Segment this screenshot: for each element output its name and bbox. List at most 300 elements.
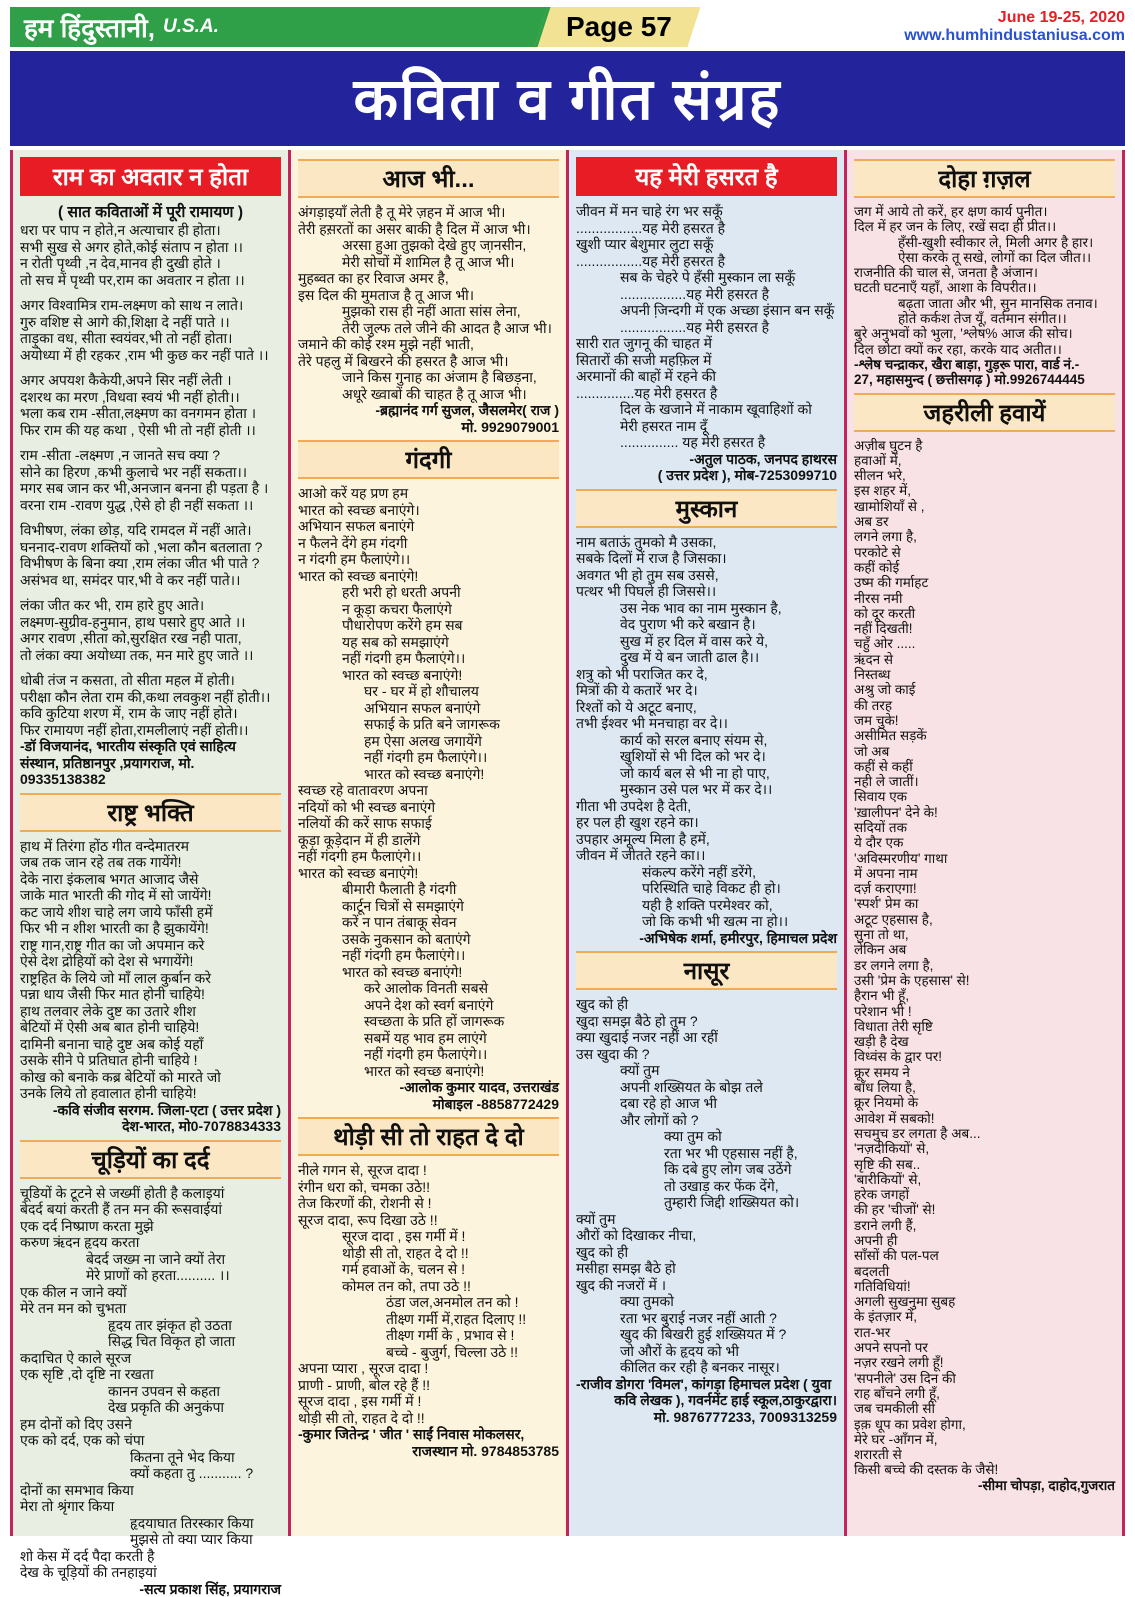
- poem-line: सिवाय एक: [854, 789, 1115, 804]
- poem-line: न फैलने देंगे हम गंदगी: [298, 535, 559, 552]
- masthead-title: हम हिंदुस्तानी,: [24, 9, 155, 45]
- poem-line: 'अविस्मरणीय' गाथा: [854, 851, 1115, 866]
- poem-line: एक सृष्टि ,दो दृष्टि ना रखता: [20, 1366, 281, 1383]
- poem-line: घननाद-रावण शक्तियों को ,भला कौन बतलाता ?: [20, 539, 281, 556]
- poem-line: ............... यह मेरी हसरत है: [576, 434, 837, 451]
- poem-line: सिद्ध चित विकृत हो जाता: [20, 1333, 281, 1350]
- author-line: -डॉ विजयानंद, भारतीय संस्कृति एवं साहित्य: [20, 738, 281, 755]
- poem-line: विभीषण के बिना क्या ,राम लंका जीत भी पाते ?: [20, 555, 281, 572]
- poem-line: दर्ज़ कराएगा!: [854, 881, 1115, 896]
- poem-line: ...............यह मेरी हसरत है: [576, 385, 837, 402]
- poem-line: मेरे प्राणों को हरता.......... ।।: [20, 1267, 281, 1284]
- poem-line: पन्ना धाय जैसी फिर मात होनी चाहिये!: [20, 986, 281, 1003]
- poem-line: विभीषण, लंका छोड़, यदि रामदल में नहीं आते।: [20, 522, 281, 539]
- poem-line: जाने किस गुनाह का अंजाम है बिछड़ना,: [298, 369, 559, 386]
- poem-line: अधूरे ख्वाबों की चाहत है तू आज भी।: [298, 386, 559, 403]
- poem-line: नहीं गंदगी हम फैलाएंगे।।: [298, 650, 559, 667]
- poem-line: विधाता तेरी सृष्टि: [854, 1019, 1115, 1034]
- poem-line: 'बारीकियों' से,: [854, 1172, 1115, 1187]
- poem-line: अगर अपयश कैकेयी,अपने सिर नहीं लेती ।: [20, 372, 281, 389]
- poem-line: घटती घटनाएँ यहाँ, आशा के विपरीत।।: [854, 280, 1115, 295]
- poem-line: .................यह मेरी हसरत है: [576, 253, 837, 270]
- poem-line: नज़र रखने लगी हूँ!: [854, 1355, 1115, 1370]
- poem-line: भारत को स्वच्छ बनाएंगे!: [298, 766, 559, 783]
- poem-line: अपनी ही: [854, 1233, 1115, 1248]
- poem-line: राजनीति की चाल से, जनता है अंजान।: [854, 265, 1115, 280]
- poem-line: तीक्ष्ण गर्मी में,राहत दिलाए !!: [298, 1311, 559, 1328]
- poem-line: अगर विश्वामित्र राम-लक्ष्मण को साथ न लाते।: [20, 297, 281, 314]
- poem-line: उसी 'प्रेम के एहसास' से!: [854, 973, 1115, 988]
- poem-line: यही है शक्ति परमेश्वर को,: [576, 897, 837, 914]
- poem-section: [20, 157, 281, 788]
- poem-line: क्या खुदाई नजर नहीं आ रहीं: [576, 1029, 837, 1046]
- poem-line: स्वच्छता के प्रति हों जागरूक: [298, 1013, 559, 1030]
- poem-line: औरों को दिखाकर नीचा,: [576, 1227, 837, 1244]
- poem-line: खुदा समझ बैठे हो तुम ?: [576, 1013, 837, 1030]
- poem-line: बच्चे - बुजुर्ग, चिल्ला उठे !!: [298, 1344, 559, 1361]
- poem-line: नहीं गंदगी हम फैलाएंगे।।: [298, 749, 559, 766]
- column-4: [844, 150, 1122, 1536]
- poem-line: रंगीन धरा को, चमका उठे!!: [298, 1179, 559, 1196]
- poem-line: हृदयाघात तिरस्कार किया: [20, 1515, 281, 1532]
- poem-line: 'नज़दीकियों' से,: [854, 1141, 1115, 1156]
- poem-line: हरी भरी हो धरती अपनी: [298, 584, 559, 601]
- poem-line: दिल छोटा क्यों कर रहा, करके याद अतीत।।: [854, 342, 1115, 357]
- poem-line: की हर 'चीजों' से!: [854, 1202, 1115, 1217]
- poem-line: दशरथ का मरण ,विधवा स्वयं भी नहीं होती।।: [20, 389, 281, 406]
- poem-line: होते कर्कश तेज यूँ, वर्तमान संगीत।।: [854, 311, 1115, 326]
- poem-line: दबा रहे हो आज भी: [576, 1095, 837, 1112]
- poem-line: भारत को स्वच्छ बनाएंगे!: [298, 667, 559, 684]
- poem-line: मुस्कान उसे पल भर में कर दे।।: [576, 781, 837, 798]
- author-line: ( उत्तर प्रदेश ), मोब-7253099710: [576, 467, 837, 484]
- poem-line: अपना प्यारा , सूरज दादा !: [298, 1360, 559, 1377]
- poem-line: क्यों तुम: [576, 1211, 837, 1228]
- poem-line: कहीं कोई: [854, 560, 1115, 575]
- poem-line: की तरह: [854, 698, 1115, 713]
- poem-line: किसी बच्चे की दस्तक के जैसे!: [854, 1462, 1115, 1477]
- poem-line: फिर रामायण नहीं होता,रामलीलाएं नहीं होती।।: [20, 722, 281, 739]
- poem-line: सफाई के प्रति बने जागरूक: [298, 716, 559, 733]
- poem-line: ऋंदन से: [854, 652, 1115, 667]
- poem-line: निस्तब्ध: [854, 667, 1115, 682]
- poem-line: धरा पर पाप न होते,न अत्याचार ही होता।: [20, 222, 281, 239]
- poem-line: जो औरों के हृदय को भी: [576, 1343, 837, 1360]
- poem-line: मित्रों की ये कतारें भर दे।: [576, 682, 837, 699]
- poem-title: चूड़ियों का दर्द: [20, 1140, 281, 1179]
- poem-line: क्यों तुम: [576, 1062, 837, 1079]
- poem-line: भारत को स्वच्छ बनाएंगे!: [298, 568, 559, 585]
- poem-line: विध्वंस के द्वार पर!: [854, 1049, 1115, 1064]
- poem-line: इक़ धूप का प्रवेश होगा,: [854, 1417, 1115, 1432]
- poem-line: हवाओं में,: [854, 453, 1115, 468]
- poem-title: राष्ट्र भक्ति: [20, 793, 281, 832]
- poem-line: संकल्प करेंगे नहीं डरेंगे,: [576, 864, 837, 881]
- poem-line: दामिनी बनाना चाहे दुष्ट अब कोई यहाँ: [20, 1036, 281, 1053]
- poem-line: तेरी हस़रतों का असर बाकी है दिल में आज भी।: [298, 221, 559, 238]
- poem-line: सुना तो था,: [854, 927, 1115, 942]
- poem-line: भारत को स्वच्छ बनाएंगे!: [298, 865, 559, 882]
- poem-line: चहुँ ओर .....: [854, 636, 1115, 651]
- poem-line: लक्ष्मण-सुग्रीव-हनुमान, हाथ पसारे हुए आते ।।: [20, 614, 281, 631]
- poem-line: जग में आये तो करें, हर क्षण कार्य पुनीत।: [854, 204, 1115, 219]
- poem-line: ताड़ुका वध, सीता स्वयंवर,भी तो नहीं होता।: [20, 330, 281, 347]
- poem-line: ऐसा करके तू सखे, लोगों का दिल जीत।।: [854, 250, 1115, 265]
- poem-line: न रोती पृथ्वी ,न देव,मानव ही दुखी होते ।: [20, 255, 281, 272]
- poem-line: मेरे तन मन को चुभता: [20, 1300, 281, 1317]
- poem-line: कार्टून चित्रों से समझाएंगे: [298, 898, 559, 915]
- poem-line: सभी सुख से अगर होते,कोई संताप न होता ।।: [20, 239, 281, 256]
- poem-line: डराने लगी हैं,: [854, 1218, 1115, 1233]
- stanza-gap: [20, 663, 281, 672]
- poem-line: इस दिल की मुमताज है तू आज भी।: [298, 287, 559, 304]
- poem-line: मेरा तो श्रृंगार किया: [20, 1498, 281, 1515]
- poem-line: तभी ईश्वर भी मनचाहा वर दे।।: [576, 715, 837, 732]
- poem-line: नदियों को भी स्वच्छ बनाएंगे: [298, 799, 559, 816]
- poem-line: हाथ में तिरंगा होंठ गीत वन्देमातरम: [20, 838, 281, 855]
- poem-line: क्रूर नियमो के: [854, 1095, 1115, 1110]
- poem-line: के इंतज़ार में,: [854, 1309, 1115, 1324]
- poem-line: नलियों की करें साफ सफाई: [298, 815, 559, 832]
- poem-line: अगली सुखनुमा सुबह: [854, 1294, 1115, 1309]
- poem-line: जाके मात भारती की गोद में सो जायेंगे!: [20, 887, 281, 904]
- banner-title: कविता व गीत संग्रह: [354, 67, 782, 132]
- poem-line: ( सात कविताओं में पूरी रामायण ): [20, 203, 281, 222]
- poem-line: तो लंका क्या अयोध्या तक, मन मारे हुए जाते ।।: [20, 647, 281, 664]
- poem-line: मेरी हसरत नाम दूँ: [576, 418, 837, 435]
- poem-line: दुख में ये बन जाती ढाल है।।: [576, 649, 837, 666]
- author-line: -अभिषेक शर्मा, हमीरपुर, हिमाचल प्रदेश: [576, 930, 837, 947]
- poem-line: न गंदगी हम फैलाएंगे।।: [298, 551, 559, 568]
- poem-line: को दूर करती: [854, 606, 1115, 621]
- poem-title: नासूर: [576, 951, 837, 990]
- poem-line: परकोटे से: [854, 545, 1115, 560]
- poem-line: हम दोनों को दिए उसने: [20, 1416, 281, 1433]
- author-line: -अतुल पाठक, जनपद हाथरस: [576, 451, 837, 468]
- poem-line: मेरी सोचों में शामिल है तू आज भी।: [298, 254, 559, 271]
- poem-line: मेरे घर -आँगन में,: [854, 1432, 1115, 1447]
- poem-line: अज़ीब घुटन है: [854, 438, 1115, 453]
- poem-line: उष्म की गर्माहट: [854, 575, 1115, 590]
- poem-line: दोनों का समभाव किया: [20, 1482, 281, 1499]
- poem-line: अरमानों की बाहों में रहने की: [576, 368, 837, 385]
- poem-line: ठंडा जल,अनमोल तन को !: [298, 1294, 559, 1311]
- poem-section: [20, 1140, 281, 1597]
- poem-line: अभियान सफल बनाएंगे: [298, 700, 559, 717]
- poem-line: कार्य को सरल बनाए संयम से,: [576, 732, 837, 749]
- poem-title: यह मेरी हसरत है: [576, 157, 837, 196]
- poem-line: तो सच में पृथ्वी पर,राम का अवतार न होता ।।: [20, 272, 281, 289]
- poem-line: थोड़ी सी तो, राहत दे दो !!: [298, 1410, 559, 1427]
- poem-line: जो कार्य बल से भी ना हो पाए,: [576, 765, 837, 782]
- poem-line: उस नेक भाव का नाम मुस्कान है,: [576, 600, 837, 617]
- poem-line: परीक्षा कौन लेता राम की,कथा लवकुश नहीं होती।।: [20, 689, 281, 706]
- poem-line: इस शहर में,: [854, 483, 1115, 498]
- poem-line: करुण ऋंदन हृदय करता: [20, 1234, 281, 1251]
- poem-line: खामोशियाँ से ,: [854, 499, 1115, 514]
- poem-line: दिल के खजाने में नाकाम खूवाहिशों को: [576, 401, 837, 418]
- poem-section: [20, 793, 281, 1135]
- poem-line: कोमल तन को, तपा उठे !!: [298, 1278, 559, 1295]
- poem-line: अब डर: [854, 514, 1115, 529]
- poem-line: और लोगों को ?: [576, 1112, 837, 1129]
- poem-line: अपनी जि़न्दगी में एक अच्छा इंसान बन सकूँ: [576, 302, 837, 319]
- website-link[interactable]: www.humhindustaniusa.com: [904, 27, 1125, 45]
- poem-line: रता भर भी एहसास नहीं है,: [576, 1145, 837, 1162]
- poem-line: हैरान भी हूँ,: [854, 988, 1115, 1003]
- poem-line: देख के चूड़ियों की तनहाइयां: [20, 1564, 281, 1581]
- poem-section: [576, 489, 837, 947]
- poem-line: गुरु वशिष्ट से आगे की,शिक्षा दे नहीं पाते ।।: [20, 314, 281, 331]
- poem-section: [298, 440, 559, 1112]
- poem-line: हम ऐसा अलख जगायेंगे: [298, 733, 559, 750]
- poem-line: परेशान भी !: [854, 1004, 1115, 1019]
- poem-line: परिस्थिति चाहे विकट ही हो।: [576, 880, 837, 897]
- poem-line: कहीं से कहीं: [854, 759, 1115, 774]
- poem-line: खड़ी है देख: [854, 1034, 1115, 1049]
- poem-line: तेज किरणों की, रोशनी से !: [298, 1195, 559, 1212]
- poem-line: सब के चेहरे पे हँसी मुस्कान ला सकूँ: [576, 269, 837, 286]
- poem-section: [576, 951, 837, 1425]
- poem-line: उसके सीने पे प्रतिघात होनी चाहिये !: [20, 1052, 281, 1069]
- issue-date: June 19-25, 2020: [998, 9, 1125, 27]
- poem-line: नहीं गंदगी हम फैलाएंगे।।: [298, 848, 559, 865]
- poem-line: खुद को ही: [576, 1244, 837, 1261]
- poem-line: खुद को ही: [576, 996, 837, 1013]
- poem-line: राष्ट्रहित के लिये जो माँ लाल कुर्बान करे: [20, 970, 281, 987]
- poem-line: जमाने की कोई रश्म मुझे नहीं भाती,: [298, 336, 559, 353]
- poem-line: उसके नुकसान को बताएंगे: [298, 931, 559, 948]
- columns: [10, 150, 1125, 1536]
- poem-title: थोड़ी सी तो राहत दे दो: [298, 1117, 559, 1156]
- poem-line: बेदर्द बयां करती हैं तन मन की रूसवाईयां: [20, 1201, 281, 1218]
- poem-line: कोख को बनाके कब्र बेटियों को मारते जो: [20, 1069, 281, 1086]
- poem-title: गंदगी: [298, 440, 559, 479]
- poem-line: अंगड़ाइयाँ लेती है तू मेरे ज़हन में आज भी।: [298, 204, 559, 221]
- poem-line: मुहब्वत का हर रिवाज अमर है,: [298, 270, 559, 287]
- poem-line: सूरज दादा , इस गर्मी में !: [298, 1228, 559, 1245]
- poem-line: फिर भी न शीश भारती का है झुकायेंगे!: [20, 920, 281, 937]
- author-line: -आलोक कुमार यादव, उत्तराखंड: [298, 1079, 559, 1096]
- poem-line: उनके लिये तो हवालात होनी चाहिये!: [20, 1085, 281, 1102]
- poem-line: उपहार अमूल्य मिला है हमें,: [576, 831, 837, 848]
- poem-line: देके नारा इंकलाब भगत आजाद जैसे: [20, 871, 281, 888]
- author-line: मो. 9876777233, 7009313259: [576, 1409, 837, 1426]
- poem-line: एक कील न जाने क्यों: [20, 1284, 281, 1301]
- masthead-usa: U.S.A.: [163, 16, 219, 38]
- poem-line: तेरी जुल्फ तले जीने की आदत है आज भी।: [298, 320, 559, 337]
- poem-line: साँसों की पल-पल: [854, 1248, 1115, 1263]
- poem-line: में अपना नाम: [854, 866, 1115, 881]
- poem-line: नीरस नमी: [854, 591, 1115, 606]
- poem-line: क्या तुम को: [576, 1128, 837, 1145]
- author-line: राजस्थान मो. 9784853785: [298, 1443, 559, 1460]
- author-line: मो. 9929079001: [298, 419, 559, 436]
- poem-line: सारी रात जुगनू की चाहत में: [576, 335, 837, 352]
- poem-line: 'स्पर्श' प्रेम का: [854, 896, 1115, 911]
- poem-line: जब चमकीली सी: [854, 1401, 1115, 1416]
- poem-line: अगर रावण ,सीता को,सुरक्षित रख नही पाता,: [20, 630, 281, 647]
- poem-line: बुरे अनुभवों को भुला, 'श्लेष% आज की सोच।: [854, 326, 1115, 341]
- poem-line: जो कि कभी भी खत्म ना हो।।: [576, 913, 837, 930]
- poem-line: हृदय तार झंकृत हो उठता: [20, 1317, 281, 1334]
- poem-line: गर्म हवाओं के, चलन से !: [298, 1261, 559, 1278]
- poem-line: शत्रु को भी पराजित कर दे,: [576, 666, 837, 683]
- poem-line: खुशी प्यार बेशुमार लुटा सकूँ: [576, 236, 837, 253]
- poem-line: बेदर्द जख्म ना जाने क्यों तेरा: [20, 1251, 281, 1268]
- poem-line: कीलित कर रही है बनकर नासूर।: [576, 1359, 837, 1376]
- poem-line: राष्ट्र गान,राष्ट्र गीत का जो अपमान करे: [20, 937, 281, 954]
- poem-line: फिर राम की यह कथा , ऐसी भी तो नहीं होती ।।: [20, 422, 281, 439]
- poem-line: तो उखाड़ कर फेंक देंगे,: [576, 1178, 837, 1195]
- poem-line: लगने लगा है,: [854, 529, 1115, 544]
- poem-line: आवेश में सबको!: [854, 1111, 1115, 1126]
- poem-section: [854, 159, 1115, 388]
- poem-line: भारत को स्वच्छ बनाएंगे।: [298, 502, 559, 519]
- stanza-gap: [20, 288, 281, 297]
- poem-line: यह सब को समझाएंगे: [298, 634, 559, 651]
- poem-line: दिल में हर जन के लिए, रखें सदा ही प्रीत।।: [854, 219, 1115, 234]
- poem-line: अपनी शख्सियत के बोझ तले: [576, 1079, 837, 1096]
- masthead: [10, 7, 549, 47]
- poem-line: खुद की नजरों में ।: [576, 1277, 837, 1294]
- poem-line: अरसा हुआ तुझको देखे हुए जा़नसीन,: [298, 237, 559, 254]
- poem-line: क्या तुमको: [576, 1293, 837, 1310]
- poem-line: कानन उपवन से कहता: [20, 1383, 281, 1400]
- poem-line: ऐसे देश द्रोहियों को देश से भगायेंगे!: [20, 953, 281, 970]
- poem-line: बढ़ता जाता और भी, सुन मानसिक तनाव।: [854, 296, 1115, 311]
- poem-line: .................यह मेरी हसरत है: [576, 319, 837, 336]
- poem-line: असंभव था, समंदर पार,भी वे कर नहीं पाते।।: [20, 572, 281, 589]
- poem-line: .................यह मेरी हसरत है: [576, 220, 837, 237]
- author-line: -राजीव डोगरा 'विमल', कांगड़ा हिमाचल प्रदेश ( युवा: [576, 1376, 837, 1393]
- poem-title: आज भी...: [298, 159, 559, 198]
- poem-line: हर पल ही खुश रहने का।: [576, 814, 837, 831]
- poem-line: हँसी-खुशी स्वीकार ले, मिली अगर है हार।: [854, 235, 1115, 250]
- poem-line: 'सपनीले' उस दिन की: [854, 1371, 1115, 1386]
- poem-line: 'ख़ालीपन' देने के!: [854, 805, 1115, 820]
- poem-line: बीमारी फैलाती है गंदगी: [298, 881, 559, 898]
- column-3: [566, 150, 844, 1536]
- poem-line: खुद की बिखरी हुई शख्सियत में ?: [576, 1326, 837, 1343]
- poem-line: सितारों की सजी महफ़िल में: [576, 352, 837, 369]
- poem-line: लंका जीत कर भी, राम हारे हुए आते।: [20, 597, 281, 614]
- poem-line: जम चुके!: [854, 713, 1115, 728]
- poem-line: स्वच्छ रहे वातावरण अपना: [298, 782, 559, 799]
- author-line: -ब्रह्मानंद गर्ग सुजल, जैसलमेर( राज ): [298, 402, 559, 419]
- poem-line: कूड़ा कूड़ेदान में ही डालेंगे: [298, 832, 559, 849]
- poem-line: जो अब: [854, 744, 1115, 759]
- poem-line: नाम बताऊं तुमको मै उसका,: [576, 534, 837, 551]
- poem-line: अयोध्या में ही रहकर ,राम भी कुछ कर नहीं पाते ।।: [20, 347, 281, 364]
- poem-line: असीमित सड़कें: [854, 728, 1115, 743]
- stanza-gap: [20, 588, 281, 597]
- poem-line: मगर सब जान कर भी,अनजान बनना ही पड़ता है ।: [20, 480, 281, 497]
- poem-line: सुख में हर दिल में वास करे ये,: [576, 633, 837, 650]
- page-header: [10, 7, 1125, 47]
- poem-line: तुम्हारी जिद्दी शख्सियत को।: [576, 1194, 837, 1211]
- stanza-gap: [20, 363, 281, 372]
- poem-line: हाथ तलवार लेके दुष्ट का उतारे शीश: [20, 1003, 281, 1020]
- poem-line: उस खुदा की ?: [576, 1046, 837, 1063]
- author-line: -सीमा चोपड़ा, दाहोद,गुजरात: [854, 1478, 1115, 1493]
- poem-line: रता भर बुराई नजर नहीं आती ?: [576, 1310, 837, 1327]
- poem-line: जीवन में मन चाहे रंग भर सकूँ: [576, 203, 837, 220]
- poem-line: वेद पुराण भी करे बखान है।: [576, 616, 837, 633]
- poem-line: थोड़ी सी तो, राहत दे दो !!: [298, 1245, 559, 1262]
- poem-line: अटूट एहसास है,: [854, 912, 1115, 927]
- poem-line: सचमुच डर लगता है अब...: [854, 1126, 1115, 1141]
- author-line: -कुमार जितेन्द्र ' जीत ' साईं निवास मोकलसर,: [298, 1426, 559, 1443]
- poem-line: गतिविधियां!: [854, 1279, 1115, 1294]
- poem-line: आओ करें यह प्रण हम: [298, 485, 559, 502]
- author-line: कवि लेखक ), गवर्नमेंट हाई स्कूल,ठाकुरद्वारा।: [576, 1392, 837, 1409]
- poem-line: सबमें यह भाव हम लाएंगे: [298, 1030, 559, 1047]
- poem-title: राम का अवतार न होता: [20, 157, 281, 196]
- page-number-box: [535, 7, 701, 47]
- poem-line: ये दौर एक: [854, 835, 1115, 850]
- poem-line: कितना तूने भेद किया: [20, 1449, 281, 1466]
- poem-line: शरारती से: [854, 1447, 1115, 1462]
- poem-line: सदियों तक: [854, 820, 1115, 835]
- page-number-label: Page 57: [566, 11, 672, 43]
- poem-line: अभियान सफल बनाएंगे: [298, 518, 559, 535]
- poem-line: कदाचित ऐ काले सूरज: [20, 1350, 281, 1367]
- poem-title: जहरीली हवायें: [854, 393, 1115, 432]
- stanza-gap: [20, 513, 281, 522]
- poem-line: कट जाये शीश चाहे लग जाये फाँसी हमें: [20, 904, 281, 921]
- poem-line: वरना राम -रावण युद्ध ,ऐसे हो ही नहीं सकता ।।: [20, 497, 281, 514]
- poem-line: तीक्ष्ण गर्मी के , प्रभाव से !: [298, 1327, 559, 1344]
- poem-line: रिश्तों को ये अटूट बनाए,: [576, 699, 837, 716]
- author-line: मोबाइल -8858772429: [298, 1096, 559, 1113]
- poem-line: मसीहा समझ बैठे हो: [576, 1260, 837, 1277]
- poem-line: नहीं गंदगी हम फैलाएंगे।।: [298, 947, 559, 964]
- poem-line: बदलती: [854, 1264, 1115, 1279]
- poem-line: शो केस में दर्द पैदा करती है: [20, 1548, 281, 1565]
- poem-line: खुशियों से भी दिल को भर दे।: [576, 748, 837, 765]
- poem-line: क्रूर समय ने: [854, 1065, 1115, 1080]
- column-2: [288, 150, 566, 1536]
- poem-line: क्यों कहता तु ........... ?: [20, 1465, 281, 1482]
- poem-line: अपने देश को स्वर्ग बनाएंगे: [298, 997, 559, 1014]
- poem-line: करे आलोक विनती सबसे: [298, 980, 559, 997]
- poem-line: प्राणी - प्राणी, बोल रहे हैं !!: [298, 1377, 559, 1394]
- poem-line: भारत को स्वच्छ बनाएंगे!: [298, 1063, 559, 1080]
- poem-line: सीलन भरे,: [854, 468, 1115, 483]
- poem-line: अपने सपनो पर: [854, 1340, 1115, 1355]
- poem-line: एक दर्द निष्प्राण करता मुझे: [20, 1218, 281, 1235]
- poem-line: करें न पान तंबाकू सेवन: [298, 914, 559, 931]
- poem-line: देख प्रकृति की अनुकंपा: [20, 1399, 281, 1416]
- poem-line: नहीं गंदगी हम फैलाएंगे।।: [298, 1046, 559, 1063]
- author-line: -सत्य प्रकाश सिंह, प्रयागराज: [20, 1581, 281, 1597]
- poem-line: सूरज दादा , इस गर्मी में !: [298, 1393, 559, 1410]
- section-banner: [10, 51, 1125, 146]
- author-line: -श्लेष चन्द्राकर, खैरा बाड़ा, गुड़रू पारा, वार्ड नं.-: [854, 357, 1115, 372]
- poem-line: बेटियों में ऐसी अब बात होनी चाहिये!: [20, 1019, 281, 1036]
- poem-line: सूरज दादा, रूप दिखा उठे !!: [298, 1212, 559, 1229]
- poem-line: चूडियों के टूटने से जख्मीं होती है कलाइयां: [20, 1185, 281, 1202]
- poem-title: दोहा ग़ज़ल: [854, 159, 1115, 198]
- poem-line: सोने का हिरण ,कभी कुलाचे भर नहीं सकता।।: [20, 464, 281, 481]
- poem-line: गीता भी उपदेश है देती,: [576, 798, 837, 815]
- poem-line: राह बाँचने लगी हूँ,: [854, 1386, 1115, 1401]
- poem-line: मुझको रास ही नहीं आता सांस लेना,: [298, 303, 559, 320]
- poem-line: सबके दिलों में राज है जिसका।: [576, 550, 837, 567]
- author-line: देश-भारत, मो0-7078834333: [20, 1118, 281, 1135]
- author-line: 27, महासमुन्द ( छत्तीसगढ़ ) मो.9926744445: [854, 372, 1115, 387]
